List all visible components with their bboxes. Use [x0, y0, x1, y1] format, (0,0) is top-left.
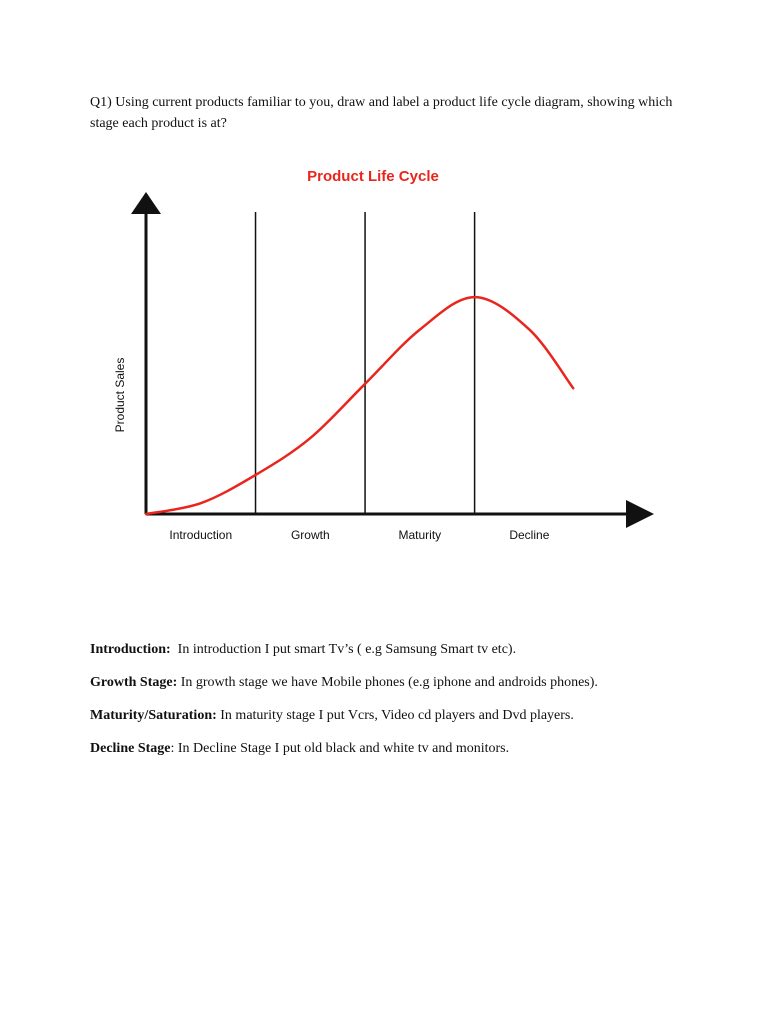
answers-list — [90, 640, 730, 772]
answer-text: In introduction I put smart Tv’s ( e.g Samsung Smart tv etc). — [177, 642, 517, 657]
y-axis-label: Product Sales — [113, 357, 127, 433]
sales-curve — [146, 297, 573, 514]
answer-text: In Decline Stage I put old black and white tv and monitors. — [177, 741, 510, 756]
answer-text: In growth stage we have Mobile phones (e.g iphone and androids phones). — [180, 675, 598, 690]
answer-introduction — [90, 640, 730, 659]
answer-decline — [90, 739, 730, 758]
question-text: Q1) Using current products familiar to you, draw and label a product life cycle diagram, showing which stage each product is at? — [90, 95, 673, 131]
stage-label-growth: Growth — [290, 528, 330, 542]
answer-label: Maturity/Saturation: — [90, 708, 217, 723]
answer-label: Decline Stage — [90, 741, 171, 756]
answer-separator — [171, 642, 178, 657]
x-axis-arrow — [626, 500, 654, 528]
answer-growth — [90, 673, 730, 692]
answer-text: In maturity stage I put Vcrs, Video cd players and Dvd players. — [220, 708, 574, 723]
stage-label-introduction: Introduction — [169, 528, 233, 542]
stage-label-maturity: Maturity — [398, 528, 442, 542]
stage-label-decline: Decline — [509, 528, 550, 542]
answer-label: Introduction: — [90, 642, 171, 657]
chart-title: Product Life Cycle — [307, 168, 439, 185]
y-axis-arrow — [131, 192, 161, 214]
answer-separator: : — [170, 741, 178, 756]
answer-label: Growth Stage: — [90, 675, 178, 690]
product-life-cycle-chart — [0, 150, 768, 560]
answer-maturity — [90, 706, 730, 725]
chart-svg — [0, 150, 768, 560]
